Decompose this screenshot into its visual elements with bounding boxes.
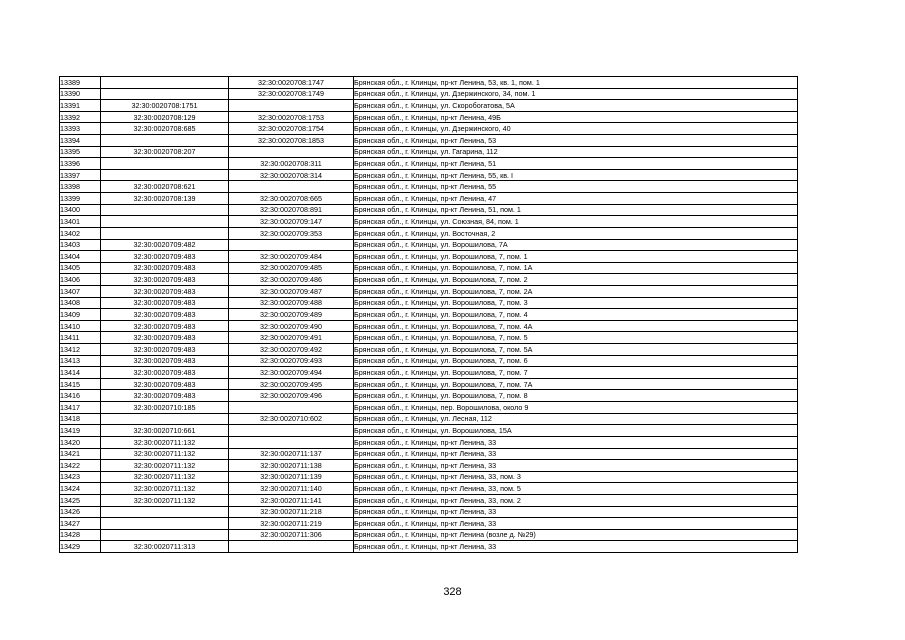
cadastral-number-cell: 32:30:0020711:138 [229,460,354,472]
table-row [60,332,798,344]
row-number-cell: 13421 [60,448,101,460]
table-row [60,123,798,135]
cadastral-number-cell: 32:30:0020709:487 [229,285,354,297]
table-row [60,402,798,414]
parent-cadastral-number-cell [101,158,229,170]
cadastral-number-cell: 32:30:0020711:141 [229,494,354,506]
table-row [60,193,798,205]
cadastral-number-cell [229,541,354,553]
row-number-cell: 13395 [60,146,101,158]
cadastral-number-cell [229,436,354,448]
parent-cadastral-number-cell: 32:30:0020709:483 [101,309,229,321]
row-number-cell: 13420 [60,436,101,448]
cadastral-number-cell: 32:30:0020709:353 [229,227,354,239]
parent-cadastral-number-cell [101,413,229,425]
cadastral-number-cell: 32:30:0020711:219 [229,518,354,530]
row-number-cell: 13412 [60,344,101,356]
cadastral-number-cell: 32:30:0020709:493 [229,355,354,367]
address-cell: Брянская обл., г. Клинцы, пр-кт Ленина, 33 [354,506,798,518]
table-row [60,494,798,506]
address-cell: Брянская обл., г. Клинцы, пр-кт Ленина (возле д. №29) [354,529,798,541]
parent-cadastral-number-cell: 32:30:0020711:132 [101,436,229,448]
row-number-cell: 13428 [60,529,101,541]
cadastral-number-cell: 32:30:0020708:891 [229,204,354,216]
cadastral-number-cell: 32:30:0020708:311 [229,158,354,170]
address-cell: Брянская обл., г. Клинцы, ул. Ворошилова, 7А [354,239,798,251]
cadastral-number-cell: 32:30:0020708:665 [229,193,354,205]
address-cell: Брянская обл., г. Клинцы, пр-кт Ленина, 33 [354,448,798,460]
cadastral-number-cell: 32:30:0020708:1747 [229,77,354,89]
cadastral-number-cell: 32:30:0020709:485 [229,262,354,274]
row-number-cell: 13413 [60,355,101,367]
row-number-cell: 13400 [60,204,101,216]
table-row [60,158,798,170]
table-row [60,367,798,379]
parent-cadastral-number-cell [101,518,229,530]
address-cell: Брянская обл., г. Клинцы, пр-кт Ленина, 33, пом. 2 [354,494,798,506]
table-row [60,169,798,181]
cadastral-number-cell: 32:30:0020711:137 [229,448,354,460]
parent-cadastral-number-cell [101,169,229,181]
table-row [60,88,798,100]
parent-cadastral-number-cell: 32:30:0020709:483 [101,332,229,344]
row-number-cell: 13424 [60,483,101,495]
cadastral-number-cell: 32:30:0020711:139 [229,471,354,483]
row-number-cell: 13419 [60,425,101,437]
cadastral-number-cell: 32:30:0020708:1754 [229,123,354,135]
row-number-cell: 13410 [60,320,101,332]
table-row [60,506,798,518]
address-cell: Брянская обл., г. Клинцы, ул. Ворошилова, 15А [354,425,798,437]
row-number-cell: 13415 [60,378,101,390]
address-cell: Брянская обл., г. Клинцы, пр-кт Ленина, 33 [354,460,798,472]
cadastral-number-cell: 32:30:0020709:489 [229,309,354,321]
row-number-cell: 13422 [60,460,101,472]
address-cell: Брянская обл., г. Клинцы, ул. Ворошилова, 7, пом. 2 [354,274,798,286]
parent-cadastral-number-cell: 32:30:0020709:483 [101,297,229,309]
parent-cadastral-number-cell [101,88,229,100]
table-row [60,471,798,483]
parent-cadastral-number-cell: 32:30:0020711:132 [101,494,229,506]
parent-cadastral-number-cell: 32:30:0020709:483 [101,355,229,367]
cadastral-number-cell: 32:30:0020709:147 [229,216,354,228]
parent-cadastral-number-cell: 32:30:0020710:661 [101,425,229,437]
cadastral-number-cell: 32:30:0020709:492 [229,344,354,356]
table-row [60,320,798,332]
address-cell: Брянская обл., г. Клинцы, ул. Ворошилова, 7, пом. 7А [354,378,798,390]
parent-cadastral-number-cell: 32:30:0020710:185 [101,402,229,414]
cadastral-number-cell: 32:30:0020711:306 [229,529,354,541]
parent-cadastral-number-cell [101,506,229,518]
row-number-cell: 13417 [60,402,101,414]
address-cell: Брянская обл., г. Клинцы, пр-кт Ленина, 51, пом. 1 [354,204,798,216]
row-number-cell: 13399 [60,193,101,205]
parent-cadastral-number-cell [101,216,229,228]
row-number-cell: 13391 [60,100,101,112]
table-row [60,425,798,437]
page-number: 328 [443,586,462,598]
parent-cadastral-number-cell [101,135,229,147]
table-row [60,135,798,147]
parent-cadastral-number-cell [101,204,229,216]
row-number-cell: 13406 [60,274,101,286]
address-cell: Брянская обл., г. Клинцы, пр-кт Ленина, 55, кв. I [354,169,798,181]
row-number-cell: 13402 [60,227,101,239]
parent-cadastral-number-cell: 32:30:0020708:129 [101,111,229,123]
parent-cadastral-number-cell: 32:30:0020708:207 [101,146,229,158]
address-cell: Брянская обл., г. Клинцы, пр-кт Ленина, 49Б [354,111,798,123]
cadastral-number-cell: 32:30:0020708:314 [229,169,354,181]
table-row [60,274,798,286]
table-row [60,460,798,472]
address-cell: Брянская обл., г. Клинцы, ул. Ворошилова, 7, пом. 5 [354,332,798,344]
row-number-cell: 13397 [60,169,101,181]
address-cell: Брянская обл., г. Клинцы, ул. Дзержинского, 34, пом. 1 [354,88,798,100]
address-cell: Брянская обл., г. Клинцы, ул. Скоробогатова, 5А [354,100,798,112]
row-number-cell: 13407 [60,285,101,297]
row-number-cell: 13404 [60,251,101,263]
parent-cadastral-number-cell: 32:30:0020709:483 [101,320,229,332]
address-cell: Брянская обл., г. Клинцы, пр-кт Ленина, 33, пом. 3 [354,471,798,483]
address-cell: Брянская обл., г. Клинцы, ул. Ворошилова, 7, пом. 8 [354,390,798,402]
address-cell: Брянская обл., г. Клинцы, ул. Ворошилова, 7, пом. 6 [354,355,798,367]
cadastral-number-cell: 32:30:0020709:490 [229,320,354,332]
row-number-cell: 13398 [60,181,101,193]
table-row [60,216,798,228]
address-cell: Брянская обл., г. Клинцы, ул. Ворошилова, 7, пом. 3 [354,297,798,309]
row-number-cell: 13426 [60,506,101,518]
address-cell: Брянская обл., г. Клинцы, ул. Ворошилова, 7, пом. 1А [354,262,798,274]
cadastral-number-cell [229,146,354,158]
cadastral-number-cell [229,181,354,193]
table-row [60,541,798,553]
cadastral-number-cell: 32:30:0020709:486 [229,274,354,286]
cadastral-number-cell: 32:30:0020708:1753 [229,111,354,123]
row-number-cell: 13429 [60,541,101,553]
address-cell: Брянская обл., г. Клинцы, ул. Ворошилова, 7, пом. 4 [354,309,798,321]
table-row [60,436,798,448]
parent-cadastral-number-cell [101,77,229,89]
parent-cadastral-number-cell [101,227,229,239]
address-cell: Брянская обл., г. Клинцы, пр-кт Ленина, 33, пом. 5 [354,483,798,495]
cadastral-number-cell [229,402,354,414]
cadastral-number-cell [229,100,354,112]
address-cell: Брянская обл., г. Клинцы, пер. Ворошилова, около 9 [354,402,798,414]
table-row [60,413,798,425]
cadastral-number-cell: 32:30:0020711:140 [229,483,354,495]
parent-cadastral-number-cell: 32:30:0020711:132 [101,448,229,460]
parent-cadastral-number-cell: 32:30:0020708:1751 [101,100,229,112]
address-cell: Брянская обл., г. Клинцы, ул. Ворошилова, 7, пом. 7 [354,367,798,379]
row-number-cell: 13408 [60,297,101,309]
address-cell: Брянская обл., г. Клинцы, пр-кт Ленина, 47 [354,193,798,205]
address-cell: Брянская обл., г. Клинцы, пр-кт Ленина, 33 [354,436,798,448]
table-row [60,111,798,123]
parent-cadastral-number-cell [101,529,229,541]
address-cell: Брянская обл., г. Клинцы, пр-кт Ленина, 33 [354,541,798,553]
cadastral-number-cell: 32:30:0020711:218 [229,506,354,518]
registry-table [59,76,798,553]
table-row [60,285,798,297]
row-number-cell: 13389 [60,77,101,89]
cadastral-number-cell: 32:30:0020709:496 [229,390,354,402]
cadastral-number-cell: 32:30:0020709:488 [229,297,354,309]
table-row [60,77,798,89]
table-row [60,344,798,356]
address-cell: Брянская обл., г. Клинцы, пр-кт Ленина, 55 [354,181,798,193]
address-cell: Брянская обл., г. Клинцы, ул. Ворошилова, 7, пом. 5А [354,344,798,356]
table-row [60,448,798,460]
row-number-cell: 13401 [60,216,101,228]
parent-cadastral-number-cell: 32:30:0020711:132 [101,471,229,483]
parent-cadastral-number-cell: 32:30:0020708:621 [101,181,229,193]
table-row [60,483,798,495]
parent-cadastral-number-cell: 32:30:0020708:139 [101,193,229,205]
table-row [60,227,798,239]
parent-cadastral-number-cell: 32:30:0020709:483 [101,378,229,390]
cadastral-number-cell [229,425,354,437]
address-cell: Брянская обл., г. Клинцы, ул. Ворошилова, 7, пом. 4А [354,320,798,332]
address-cell: Брянская обл., г. Клинцы, пр-кт Ленина, 33 [354,518,798,530]
address-cell: Брянская обл., г. Клинцы, пр-кт Ленина, 51 [354,158,798,170]
table-row [60,100,798,112]
cadastral-number-cell: 32:30:0020709:494 [229,367,354,379]
parent-cadastral-number-cell: 32:30:0020711:313 [101,541,229,553]
cadastral-number-cell: 32:30:0020709:495 [229,378,354,390]
parent-cadastral-number-cell: 32:30:0020709:483 [101,344,229,356]
address-cell: Брянская обл., г. Клинцы, пр-кт Ленина, 53, кв. 1, пом. 1 [354,77,798,89]
table-row [60,390,798,402]
row-number-cell: 13416 [60,390,101,402]
cadastral-number-cell: 32:30:0020708:1749 [229,88,354,100]
address-cell: Брянская обл., г. Клинцы, ул. Дзержинского, 40 [354,123,798,135]
row-number-cell: 13427 [60,518,101,530]
table-row [60,297,798,309]
row-number-cell: 13405 [60,262,101,274]
row-number-cell: 13409 [60,309,101,321]
row-number-cell: 13392 [60,111,101,123]
address-cell: Брянская обл., г. Клинцы, ул. Союзная, 84, пом. 1 [354,216,798,228]
address-cell: Брянская обл., г. Клинцы, ул. Восточная, 2 [354,227,798,239]
row-number-cell: 13418 [60,413,101,425]
registry-table-body [60,77,798,553]
table-row [60,262,798,274]
row-number-cell: 13394 [60,135,101,147]
parent-cadastral-number-cell: 32:30:0020709:483 [101,390,229,402]
address-cell: Брянская обл., г. Клинцы, ул. Гагарина, 112 [354,146,798,158]
parent-cadastral-number-cell: 32:30:0020709:483 [101,367,229,379]
row-number-cell: 13414 [60,367,101,379]
table-row [60,309,798,321]
address-cell: Брянская обл., г. Клинцы, ул. Ворошилова, 7, пом. 1 [354,251,798,263]
row-number-cell: 13423 [60,471,101,483]
row-number-cell: 13393 [60,123,101,135]
cadastral-number-cell: 32:30:0020709:491 [229,332,354,344]
parent-cadastral-number-cell: 32:30:0020709:483 [101,262,229,274]
parent-cadastral-number-cell: 32:30:0020711:132 [101,460,229,472]
row-number-cell: 13411 [60,332,101,344]
address-cell: Брянская обл., г. Клинцы, ул. Лесная, 112 [354,413,798,425]
table-row [60,204,798,216]
cadastral-number-cell: 32:30:0020708:1853 [229,135,354,147]
table-row [60,251,798,263]
table-row [60,239,798,251]
table-row [60,355,798,367]
row-number-cell: 13403 [60,239,101,251]
parent-cadastral-number-cell: 32:30:0020709:483 [101,274,229,286]
row-number-cell: 13425 [60,494,101,506]
parent-cadastral-number-cell: 32:30:0020709:482 [101,239,229,251]
cadastral-number-cell [229,239,354,251]
table-row [60,529,798,541]
row-number-cell: 13396 [60,158,101,170]
table-row [60,378,798,390]
parent-cadastral-number-cell: 32:30:0020708:685 [101,123,229,135]
row-number-cell: 13390 [60,88,101,100]
table-row [60,146,798,158]
table-row [60,518,798,530]
cadastral-number-cell: 32:30:0020710:602 [229,413,354,425]
address-cell: Брянская обл., г. Клинцы, ул. Ворошилова, 7, пом. 2А [354,285,798,297]
parent-cadastral-number-cell: 32:30:0020709:483 [101,285,229,297]
address-cell: Брянская обл., г. Клинцы, пр-кт Ленина, 53 [354,135,798,147]
cadastral-number-cell: 32:30:0020709:484 [229,251,354,263]
parent-cadastral-number-cell: 32:30:0020711:132 [101,483,229,495]
table-row [60,181,798,193]
parent-cadastral-number-cell: 32:30:0020709:483 [101,251,229,263]
